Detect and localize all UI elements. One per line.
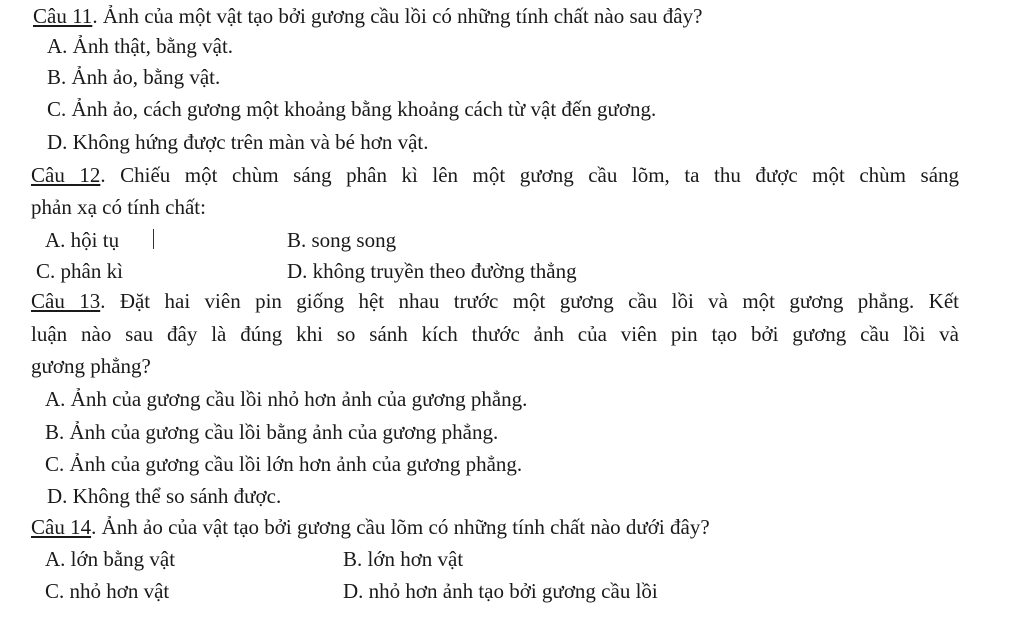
q11-option-a: A. Ảnh thật, bằng vật. [47, 34, 234, 58]
q14-option-b: B. lớn hơn vật [343, 547, 464, 571]
q13-option-b: B. Ảnh của gương cầu lồi bằng ảnh của gương phẳng. [45, 420, 499, 444]
question-12-text-line1: . Chiếu một chùm sáng phân kì lên một gương cầu lõm, ta thu được một chùm sáng [100, 163, 960, 187]
q11-option-b: B. Ảnh ảo, bằng vật. [47, 65, 221, 89]
q14-option-c: C. nhỏ hơn vật [45, 579, 170, 603]
q12-option-d: D. không truyền theo đường thẳng [287, 259, 577, 283]
question-14-text: . Ảnh ảo của vật tạo bởi gương cầu lõm có những tính chất nào dưới đây? [91, 515, 710, 539]
q13-option-d: D. Không thể so sánh được. [47, 484, 282, 508]
question-13-text-line1: . Đặt hai viên pin giống hệt nhau trước một gương cầu lồi và một gương phẳng. Kết [100, 289, 960, 313]
q14-option-d: D. nhỏ hơn ảnh tạo bởi gương cầu lồi [343, 579, 658, 603]
q11-option-c: C. Ảnh ảo, cách gương một khoảng bằng khoảng cách từ vật đến gương. [47, 97, 657, 121]
q13-option-a: A. Ảnh của gương cầu lồi nhỏ hơn ảnh của gương phẳng. [45, 387, 528, 411]
question-13-text-line2: luận nào sau đây là đúng khi so sánh kích thước ảnh của viên pin tạo bởi gương cầu lồi và [31, 322, 959, 346]
q11-option-d: D. Không hứng được trên màn và bé hơn vật. [47, 130, 429, 154]
question-11-label: Câu 11 [33, 4, 93, 28]
question-12-label: Câu 12 [31, 163, 101, 187]
question-12-stem-line1 [31, 162, 959, 188]
q14-option-a: A. lớn bằng vật [45, 547, 176, 571]
question-13-text-line3: gương phẳng? [31, 354, 151, 378]
question-13-label: Câu 13 [31, 289, 101, 313]
q12-option-c: C. phân kì [36, 259, 123, 283]
question-12-text-line2: phản xạ có tính chất: [31, 195, 206, 219]
q12-option-a: A. hội tụ [45, 228, 120, 252]
question-14-label: Câu 14 [31, 515, 92, 539]
text-cursor [153, 229, 154, 249]
q13-option-c: C. Ảnh của gương cầu lồi lớn hơn ảnh của gương phẳng. [45, 452, 523, 476]
question-11-text: . Ảnh của một vật tạo bởi gương cầu lồi có những tính chất nào sau đây? [92, 4, 703, 28]
question-14-stem [31, 514, 710, 540]
question-11-stem [33, 3, 702, 29]
q12-option-b: B. song song [287, 228, 397, 252]
question-13-stem-line1 [31, 288, 959, 314]
